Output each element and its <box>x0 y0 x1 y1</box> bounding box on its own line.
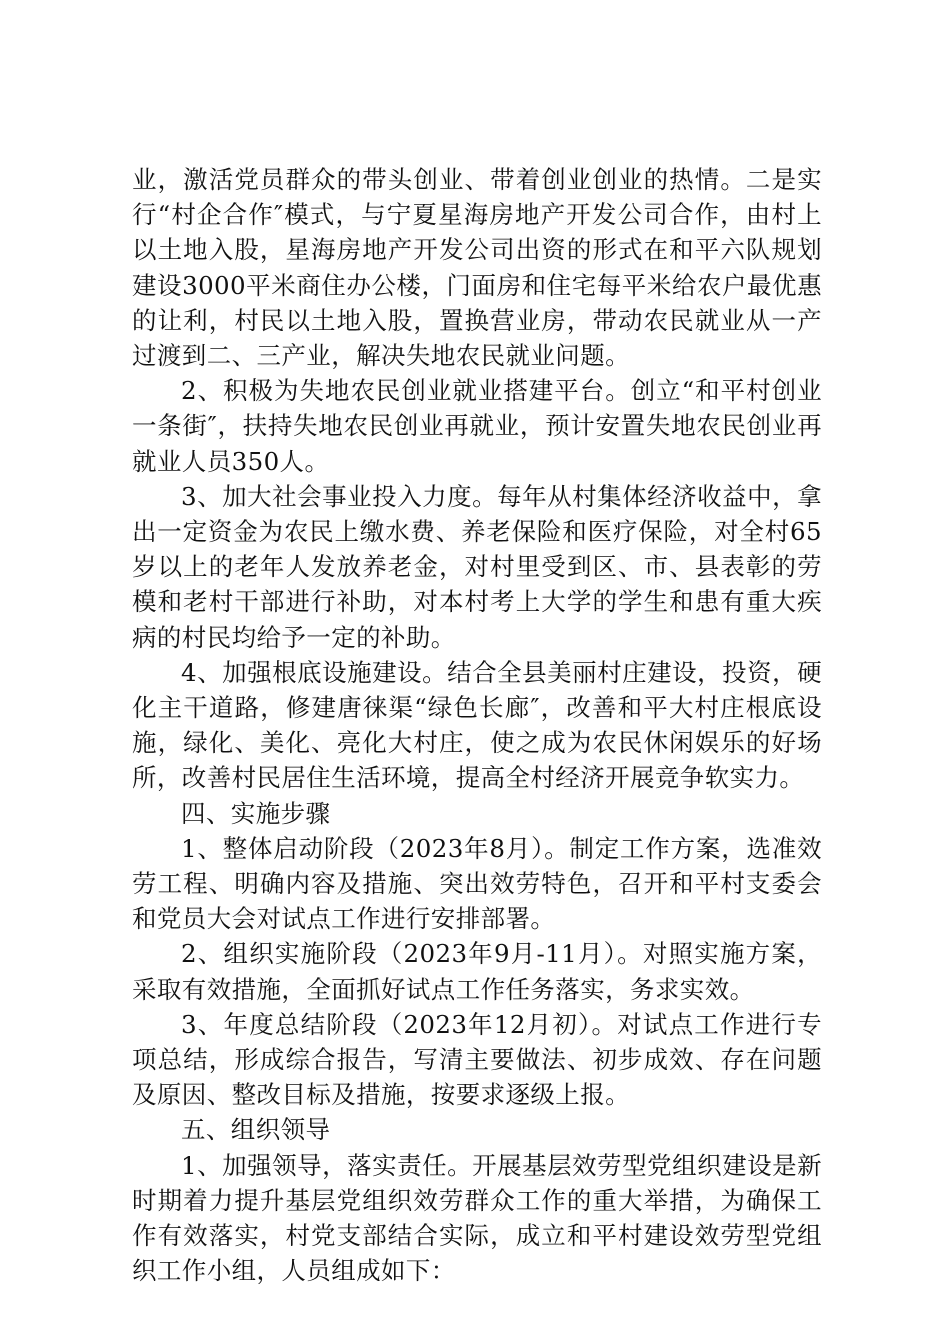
paragraph-step-3: 3、年度总结阶段（2023年12月初）。对试点工作进行专项总结，形成综合报告，写清主要做法、初步成效、存在问题及原因、整改目标及措施，按要求逐级上报。 <box>132 1009 822 1110</box>
paragraph-item-4: 4、加强根底设施建设。结合全县美丽村庄建设，投资，硬化主干道路，修建唐徕渠“绿色长廊″，改善和平大村庄根底设施，绿化、美化、亮化大村庄，使之成为农民休闲娱乐的好场所，改善村民居住生活环境，提高全村经济开展竞争软实力。 <box>132 657 822 793</box>
paragraph-step-1: 1、整体启动阶段（2023年8月）。制定工作方案，选准效劳工程、明确内容及措施、突出效劳特色，召开和平村支委会和党员大会对试点工作进行安排部署。 <box>132 833 822 934</box>
document-page <box>132 162 822 1289</box>
paragraph-leadership-1: 1、加强领导，落实责任。开展基层效劳型党组织建设是新时期着力提升基层党组织效劳群众工作的重大举措，为确保工作有效落实，村党支部结合实际，成立和平村建设效劳型党组织工作小组，人员组成如下： <box>132 1150 822 1286</box>
section-heading-organization: 五、组织领导 <box>181 1115 331 1145</box>
paragraph-step-2: 2、组织实施阶段（2023年9月-11月）。对照实施方案，采取有效措施，全面抓好试点工作任务落实，务求实效。 <box>132 939 822 1004</box>
paragraph-continuation: 业，激活党员群众的带头创业、带着创业创业的热情。二是实行“村企合作″模式，与宁夏星海房地产开发公司合作，由村上以土地入股，星海房地产开发公司出资的形式在和平六队规划建设3000平米商住办公楼，门面房和住宅每平米给农户最优惠的让利，村民以土地入股，置换营业房，带动农民就业从一产过渡到二、三产业，解决失地农民就业问题。 <box>132 165 822 371</box>
paragraph-item-3: 3、加大社会事业投入力度。每年从村集体经济收益中，拿出一定资金为农民上缴水费、养老保险和医疗保险，对全村65岁以上的老年人发放养老金，对村里受到区、市、县表彰的劳模和老村干部进行补助，对本村考上大学的学生和患有重大疾病的村民均给予一定的补助。 <box>132 481 822 652</box>
paragraph-item-2: 2、积极为失地农民创业就业搭建平台。创立“和平村创业一条街″，扶持失地农民创业再就业，预计安置失地农民创业再就业人员350人。 <box>132 376 822 476</box>
section-heading-implementation-steps: 四、实施步骤 <box>181 798 331 828</box>
